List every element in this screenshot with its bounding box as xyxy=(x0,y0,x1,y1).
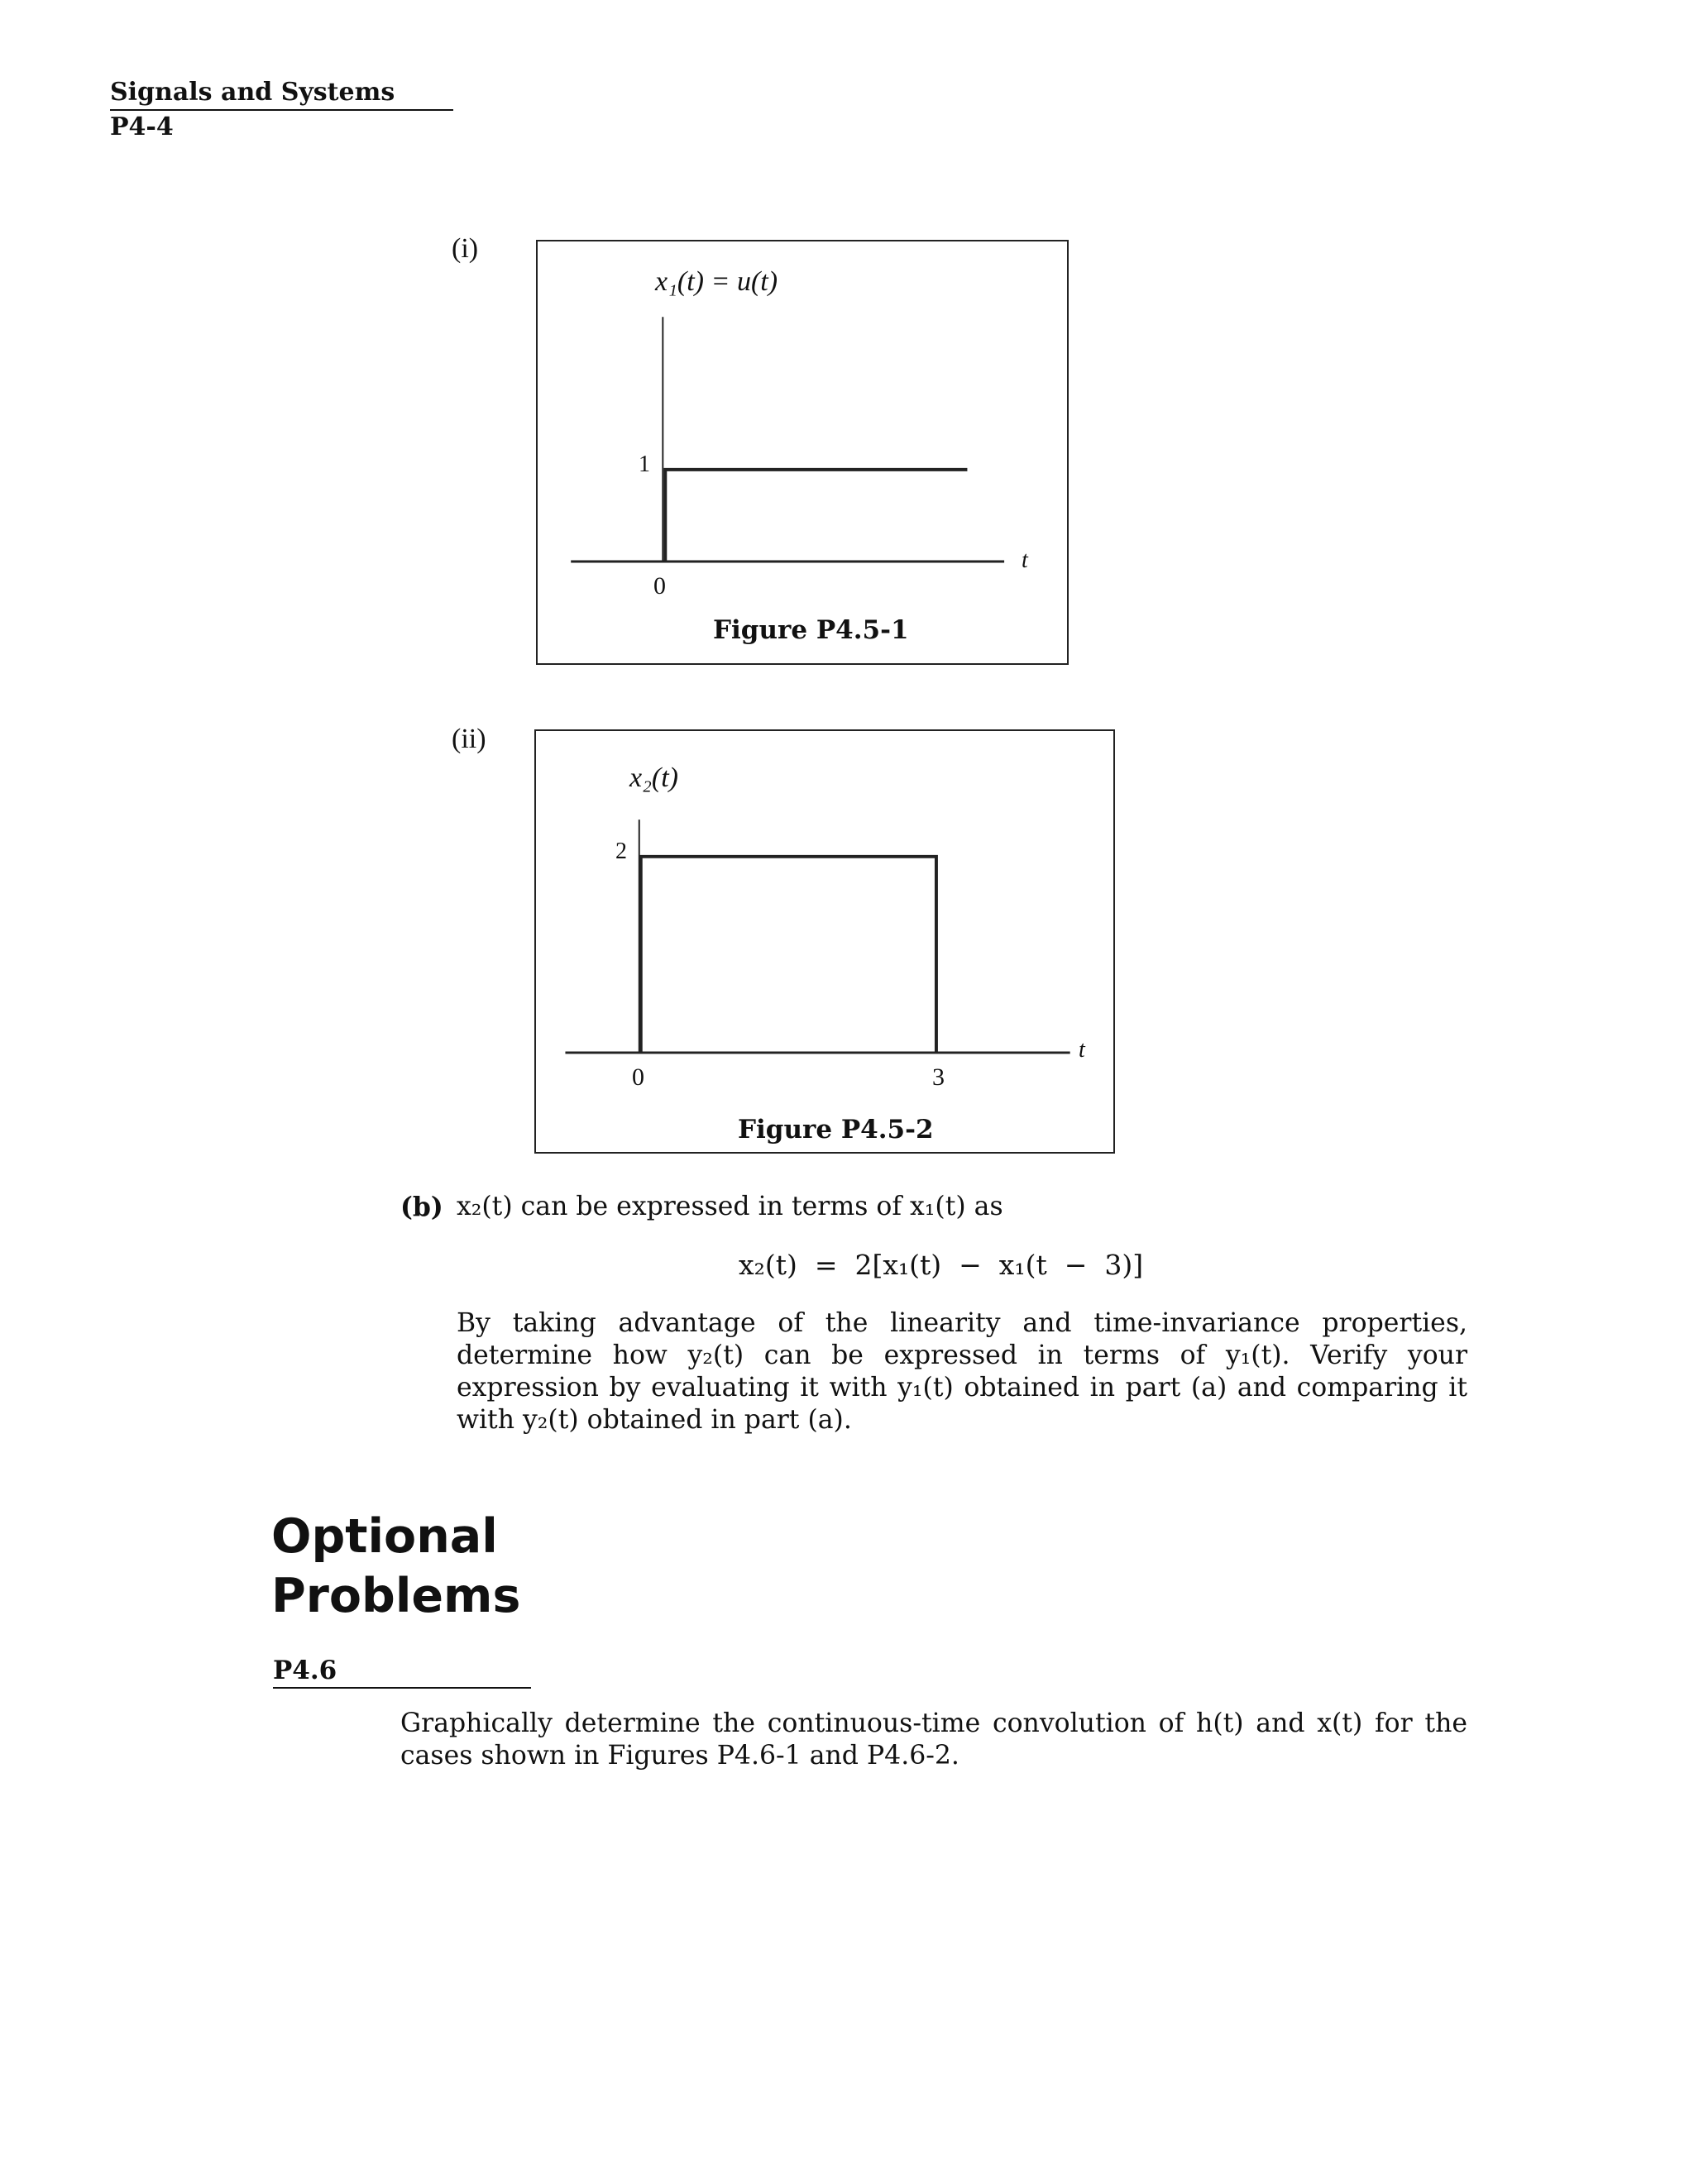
figure2-pulse-waveform xyxy=(641,857,936,1053)
figure1-origin-tick: 0 xyxy=(653,572,666,600)
part-b-equation: x₂(t) = 2[x₁(t) − x₁(t − 3)] xyxy=(739,1249,1144,1281)
figure-p4-5-1 xyxy=(536,240,1069,665)
figure2-axis-label: t xyxy=(1079,1037,1085,1063)
figure1-axis-label: t xyxy=(1022,547,1028,573)
figure2-plot xyxy=(536,731,1113,1152)
running-header-page-id: P4-4 xyxy=(110,112,174,141)
figure1-caption: Figure P4.5-1 xyxy=(713,615,909,645)
figure2-origin-tick: 0 xyxy=(632,1063,644,1091)
problem-p4-6-label: P4.6 xyxy=(273,1654,531,1689)
section-heading-line2: Problems xyxy=(271,1569,521,1623)
figure-p4-5-2 xyxy=(534,729,1115,1154)
part-b-intro: x₂(t) can be expressed in terms of x₁(t) as xyxy=(457,1192,1003,1221)
figure1-level-tick: 1 xyxy=(639,452,650,477)
figure2-caption: Figure P4.5-2 xyxy=(738,1115,934,1145)
part-b-paragraph: By taking advantage of the linearity and time-invariance properties, determine how y₂(t) can be expressed in terms of y₁(t). Verify your expression by evaluating it with y₁(t) obtained in part (a) and comparing it with y₂(t) obtained in part (a). xyxy=(457,1308,1467,1435)
section-heading-line1: Optional xyxy=(271,1509,498,1564)
running-header-title: Signals and Systems xyxy=(110,78,453,111)
part-b-label: (b) xyxy=(400,1192,443,1222)
figure2-end-tick: 3 xyxy=(932,1063,945,1091)
figure2-signal-label: x₂(t) xyxy=(629,762,679,793)
figure2-level-tick: 2 xyxy=(615,839,627,864)
figure1-signal-label: x₁(t) = u(t) xyxy=(655,266,778,297)
figure2-part-label: (ii) xyxy=(452,724,486,754)
section-heading xyxy=(271,1507,685,1626)
figure1-part-label: (i) xyxy=(452,233,479,264)
problem-p4-6-text: Graphically determine the continuous-time convolution of h(t) and x(t) for the cases shown in Figures P4.6-1 and P4.6-2. xyxy=(400,1708,1467,1771)
figure1-plot xyxy=(538,241,1067,663)
figure1-step-waveform xyxy=(665,470,967,562)
